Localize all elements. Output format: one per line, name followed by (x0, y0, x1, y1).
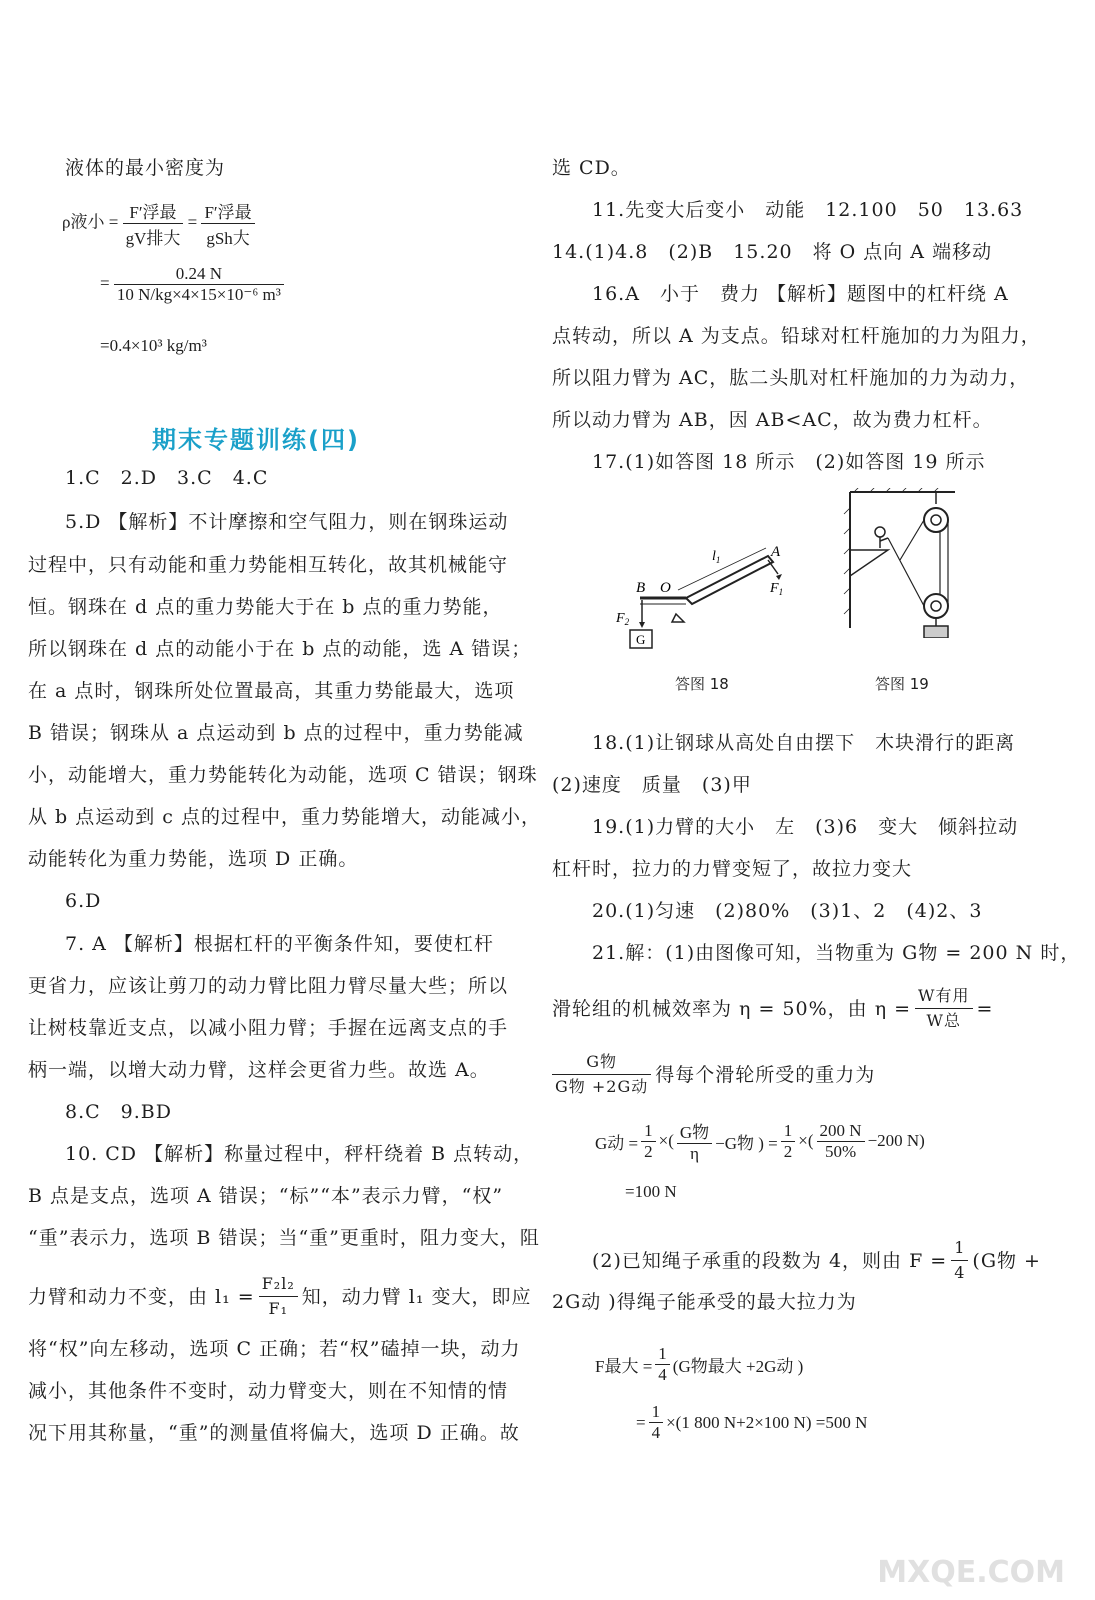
lever-diagram (608, 538, 798, 658)
denominator: 50% (824, 1141, 857, 1161)
numerator: 1 (781, 1121, 796, 1142)
answer-line: 18.(1)让钢球从高处自由摆下 木块滑行的距离 (592, 732, 1016, 754)
denominator: 4 (658, 1365, 667, 1384)
text-line: 况下用其称量，“重”的测量值将偏大，选项 D 正确。故 (28, 1422, 520, 1444)
numerator: W有用 (915, 984, 972, 1009)
numerator: 200 N (817, 1121, 865, 1142)
text-segment: = (636, 1412, 646, 1432)
text-segment: 滑轮组的机械效率为 η = 50%，由 η = (552, 997, 912, 1020)
text-line: 选 CD。 (552, 157, 631, 179)
numerator: F′浮最 (201, 198, 254, 224)
text-line: 点转动，所以 A 为支点。铅球对杠杆施加的力为阻力， (552, 325, 1041, 347)
text-line: 恒。钢珠在 d 点的重力势能大于在 b 点的重力势能， (28, 596, 503, 618)
text-segment: (G物 + (972, 1249, 1041, 1272)
answer-line: (2)速度 质量 (3)甲 (552, 774, 752, 796)
formula-pulley-weight (595, 1118, 925, 1164)
text-line: B 点是支点，选项 A 错误；“标”“本”表示力臂，“权” (28, 1185, 504, 1207)
denominator: 4 (954, 1263, 966, 1282)
text-line: 7. A 【解析】根据杠杆的平衡条件知，要使杠杆 (65, 933, 494, 955)
weight-box (924, 626, 948, 638)
numerator: 1 (655, 1344, 670, 1365)
denominator: gSh大 (206, 229, 250, 248)
answer-line: 14.(1)4.8 (2)B 15.20 将 O 点向 A 端移动 (552, 241, 993, 263)
answer-line: 6.D (65, 890, 102, 912)
numerator: 1 (649, 1402, 664, 1423)
fraction (781, 1121, 796, 1162)
fraction (641, 1121, 656, 1162)
answer-line: 19.(1)力臂的大小 左 (3)6 变大 倾斜拉动 (592, 816, 1019, 838)
text-line: 杠杆时，拉力的力臂变短了，故拉力变大 (552, 858, 913, 880)
numerator: G物 (677, 1118, 712, 1144)
equals: = (187, 212, 198, 232)
fraction (552, 1050, 651, 1099)
formula-step (100, 264, 284, 305)
numerator: 1 (641, 1121, 656, 1142)
section-title: 期末专题训练(四) (152, 426, 360, 454)
formula-result: =100 N (625, 1182, 677, 1201)
text-line: 在 a 点时，钢珠所处位置最高，其重力势能最大，选项 (28, 680, 515, 702)
label-o: O (660, 580, 671, 596)
person-icon (875, 527, 885, 537)
figure-caption: 答图 19 (875, 675, 929, 693)
denominator: G物 +2G动 (555, 1077, 649, 1096)
text-line: 所以动力臂为 AB，因 AB<AC，故为费力杠杆。 (552, 409, 993, 431)
label-b: B (636, 580, 646, 596)
denominator: F₁ (268, 1299, 288, 1318)
answer-line: 17.(1)如答图 18 所示 (2)如答图 19 所示 (592, 451, 986, 473)
denominator: gV排大 (125, 229, 181, 248)
text-segment: −200 N) (867, 1131, 925, 1150)
movable-pulley-icon (924, 594, 948, 618)
answer-line: 1.C 2.D 3.C 4.C (65, 467, 269, 489)
denominator: η (690, 1144, 699, 1163)
platform (850, 550, 888, 576)
fraction (114, 264, 284, 305)
formula-max-force (595, 1344, 803, 1385)
figure-caption: 答图 18 (675, 675, 729, 693)
label-f2: $F_2$ (616, 611, 630, 627)
formula-lhs: ρ液小 = (62, 212, 119, 232)
text-segment: F最大 = (595, 1357, 653, 1376)
fraction (915, 984, 972, 1033)
fulcrum-icon (672, 614, 684, 622)
text-line: 让树枝靠近支点，以减小阻力臂；手握在远离支点的手 (28, 1017, 509, 1039)
formula-result (636, 1402, 867, 1443)
denominator: W总 (926, 1011, 961, 1030)
text-line: 更省力，应该让剪刀的动力臂比阻力臂尽量大些；所以 (28, 975, 509, 997)
text-line: 从 b 点运动到 c 点的过程中，重力势能增大，动能减小， (28, 806, 541, 828)
text-segment: −G物 ) = (715, 1133, 778, 1153)
fraction (655, 1344, 670, 1385)
text-line: 所以阻力臂为 AC，肱二头肌对杠杆施加的力为动力， (552, 367, 1030, 389)
text-line: 2G动 )得绳子能承受的最大拉力为 (552, 1291, 857, 1313)
text-line: 所以钢珠在 d 点的动能小于在 b 点的动能，选 A 错误； (28, 638, 532, 660)
text-line-formula (552, 1050, 875, 1099)
numerator: F₂l₂ (259, 1272, 298, 1297)
text-line: 21.解：(1)由图像可知，当物重为 G物 = 200 N 时， (592, 942, 1081, 964)
text-line: 过程中，只有动能和重力势能相互转化，故其机械能守 (28, 554, 509, 576)
text-line-formula (28, 1272, 532, 1321)
equals: = (100, 273, 110, 293)
answer-line: 20.(1)匀速 (2)80% (3)1、2 (4)2、3 (592, 900, 983, 922)
pulley-diagram (840, 488, 960, 638)
text-segment: (2)已知绳子承重的段数为 4，则由 F = (592, 1249, 948, 1272)
label-l1: $l_1$ (712, 549, 721, 565)
fraction (677, 1118, 712, 1164)
text-segment: (G物最大 +2G动 ) (672, 1357, 804, 1376)
formula-result: =0.4×10³ kg/m³ (100, 336, 207, 355)
text-segment: 知，动力臂 l₁ 变大，即应 (301, 1285, 532, 1308)
formula-density (62, 198, 255, 249)
text-segment: ×(1 800 N+2×100 N) =500 N (666, 1412, 868, 1432)
numerator: F′浮最 (123, 198, 184, 224)
text-segment: G动 = (595, 1133, 639, 1153)
text-segment: ×( (798, 1131, 814, 1150)
text-segment: ×( (658, 1131, 674, 1150)
fraction (259, 1272, 298, 1321)
denominator: 2 (644, 1141, 653, 1161)
text-line: 5.D 【解析】不计摩擦和空气阻力，则在钢珠运动 (65, 511, 509, 533)
fraction (123, 198, 184, 249)
text-line: 减小，其他条件不变时，动力臂变大，则在不知情的情 (28, 1380, 509, 1402)
text-segment: = (976, 997, 994, 1020)
answer-line: 11.先变大后变小 动能 12.100 50 13.63 (592, 199, 1024, 221)
text-line: 小，动能增大，重力势能转化为动能，选项 C 错误；钢珠 (28, 764, 538, 786)
text-segment: 力臂和动力不变，由 l₁ = (28, 1285, 255, 1308)
label-f1: $F_1$ (770, 581, 784, 597)
denominator: 10 N/kg×4×15×10⁻⁶ m³ (116, 285, 281, 304)
numerator: G物 (552, 1050, 651, 1075)
fraction (817, 1121, 865, 1162)
answer-line: 8.C 9.BD (65, 1101, 172, 1123)
fraction (951, 1236, 968, 1285)
text-line: 10. CD 【解析】称量过程中，秤杆绕着 B 点转动， (65, 1143, 534, 1165)
label-a: A (771, 544, 781, 560)
text-segment: 得每个滑轮所受的重力为 (655, 1063, 876, 1086)
text-line: B 错误；钢珠从 a 点运动到 b 点的过程中，重力势能减 (28, 722, 524, 744)
numerator: 1 (951, 1236, 968, 1261)
denominator: 2 (783, 1141, 793, 1161)
denominator: 4 (651, 1423, 661, 1442)
text-line: “重”表示力，选项 B 错误；当“重”更重时，阻力变大，阻 (28, 1227, 540, 1249)
text-line: 将“权”向左移动，选项 C 正确；若“权”磕掉一块，动力 (28, 1338, 521, 1360)
text-line: 16.A 小于 费力 【解析】题图中的杠杆绕 A (592, 283, 1009, 305)
fraction (201, 198, 254, 249)
text-line: 液体的最小密度为 (65, 157, 226, 179)
fraction (649, 1402, 664, 1443)
text-line: 柄一端，以增大动力臂，这样会更省力些。故选 A。 (28, 1059, 490, 1081)
numerator: 0.24 N (114, 264, 284, 285)
label-g: G (636, 632, 646, 647)
watermark: MXQE.COM (877, 1555, 1065, 1590)
fixed-pulley-icon (924, 508, 948, 532)
text-line-formula (592, 1236, 1041, 1285)
text-line: 动能转化为重力势能，选项 D 正确。 (28, 848, 359, 870)
text-line-formula (552, 984, 993, 1033)
